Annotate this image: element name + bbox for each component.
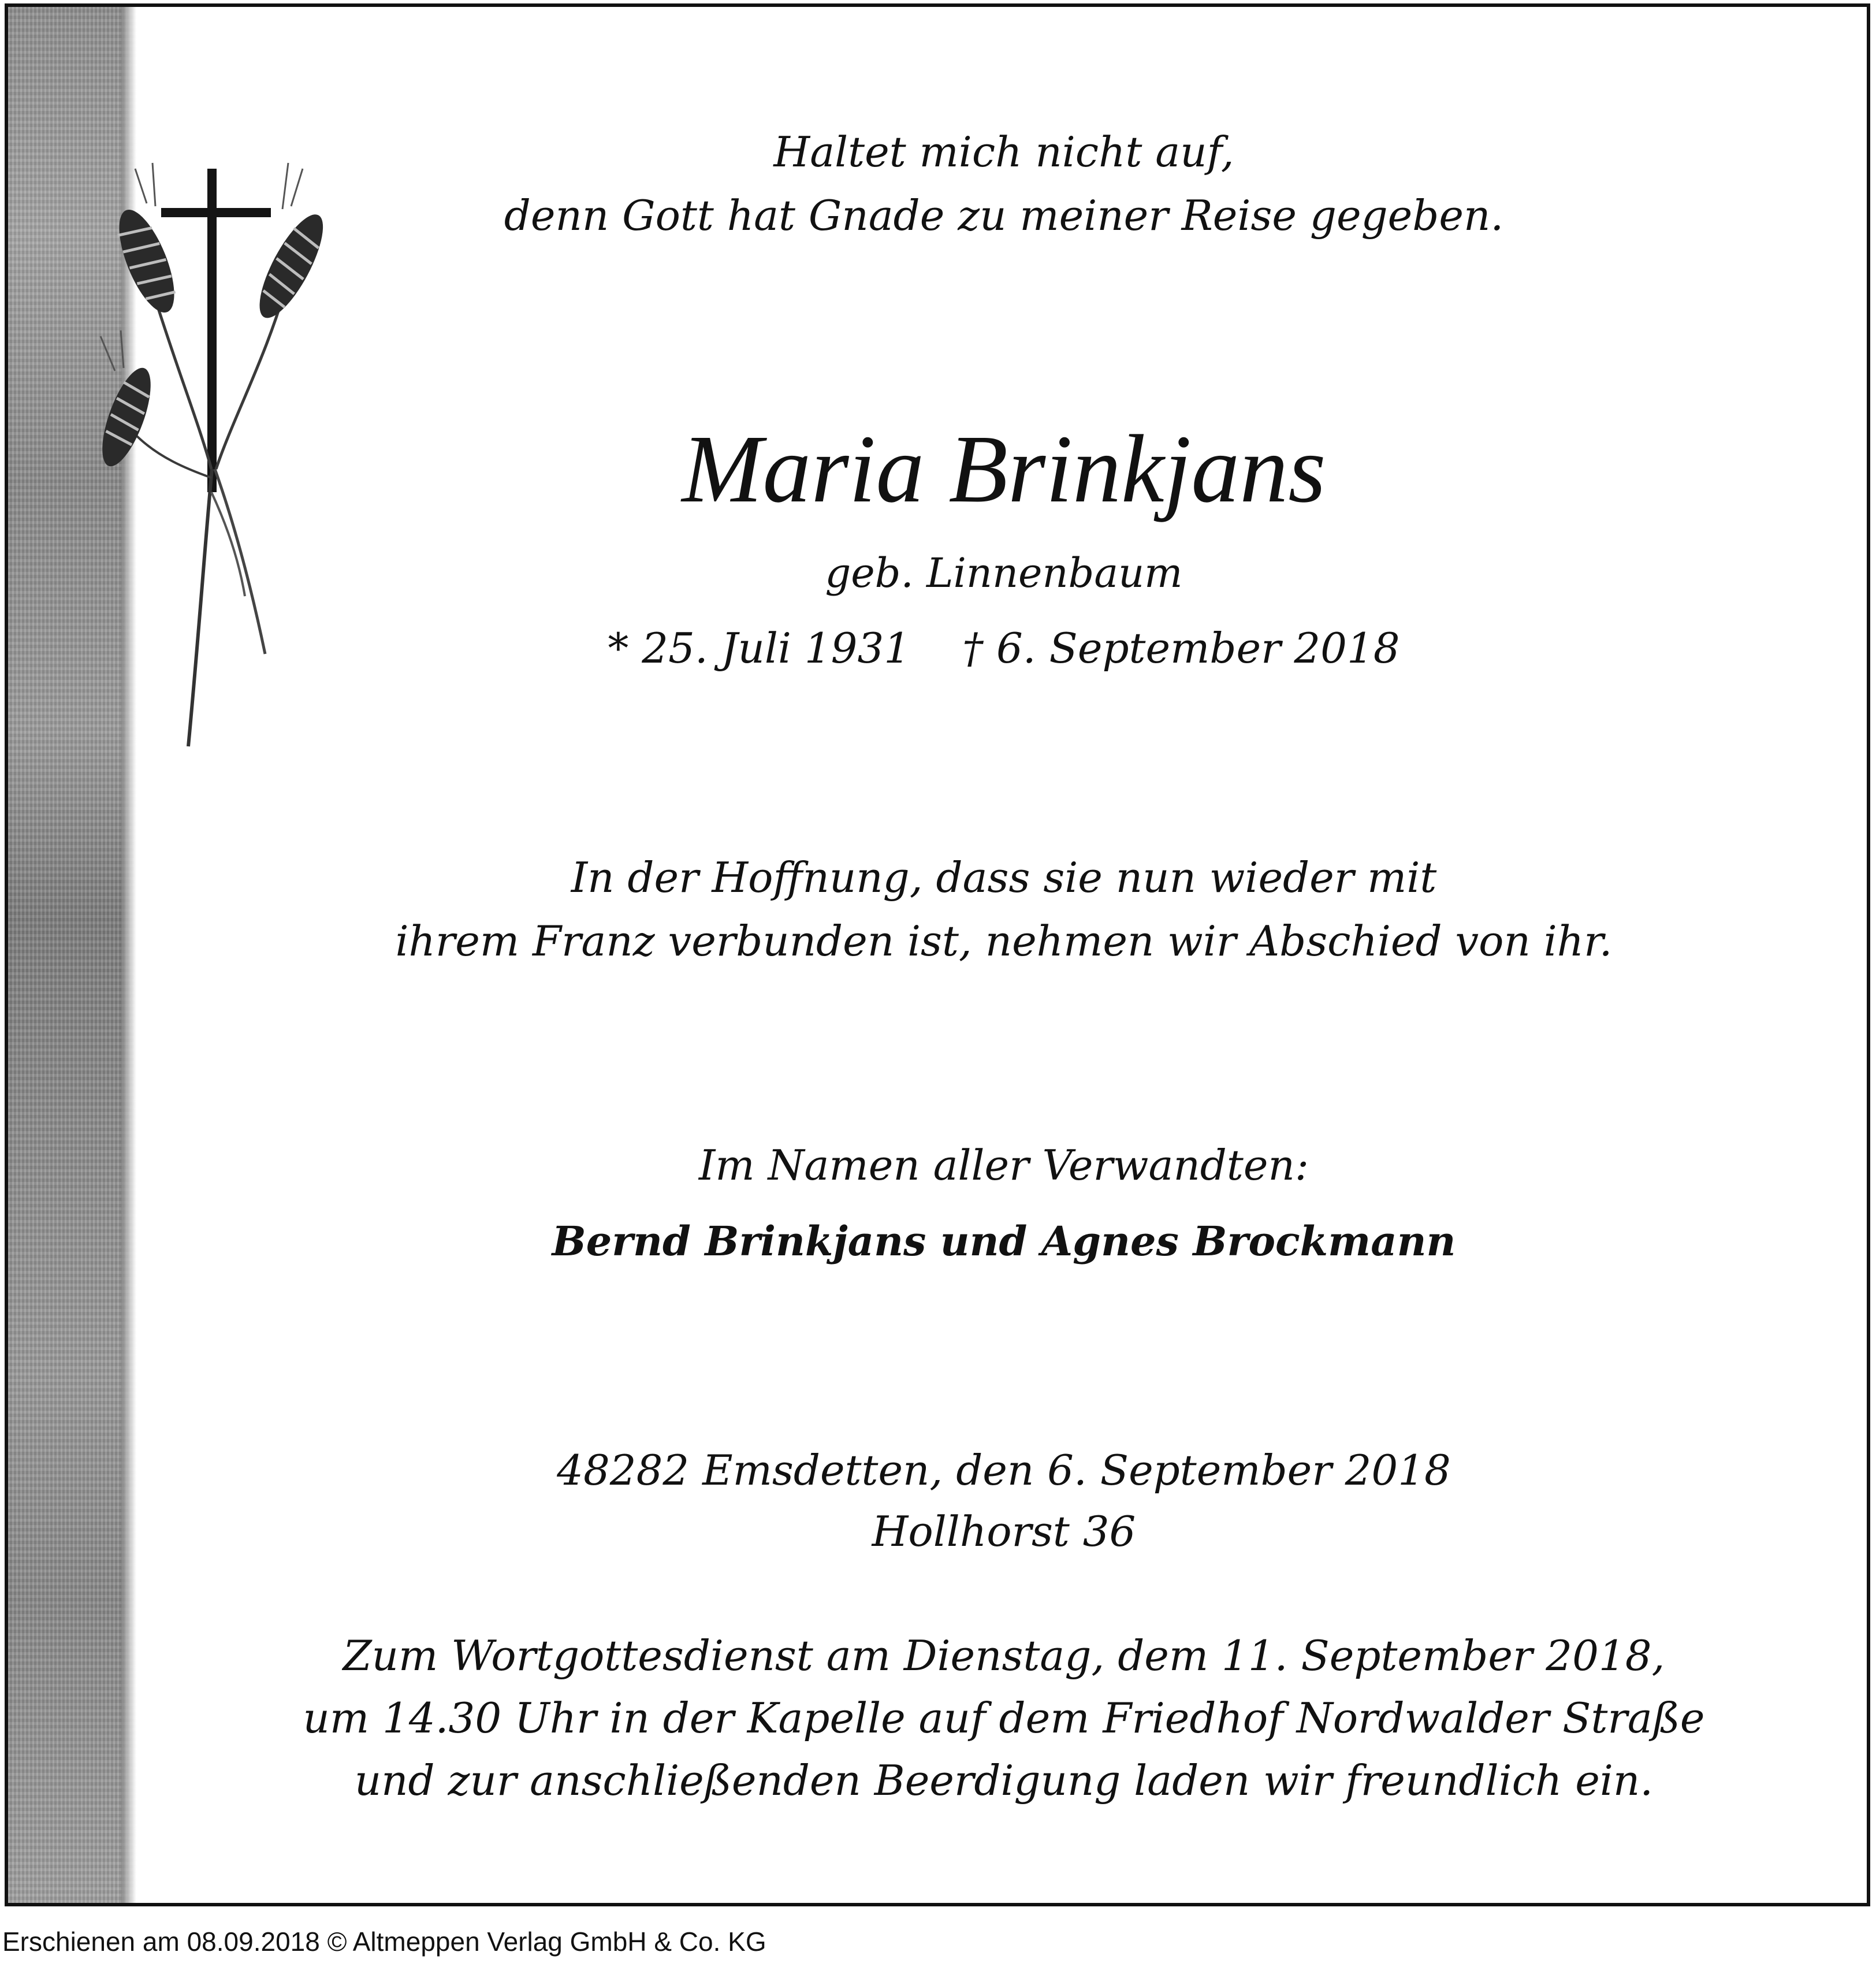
service-line: und zur anschließenden Beerdigung laden wir freundlich ein. xyxy=(354,1756,1654,1805)
service-line: um 14.30 Uhr in der Kapelle auf dem Friedhof Nordwalder Straße xyxy=(303,1694,1705,1742)
motto-line: denn Gott hat Gnade zu meiner Reise gegeben. xyxy=(504,191,1504,240)
maiden-name: geb. Linnenbaum xyxy=(825,549,1183,597)
farewell-text xyxy=(136,846,1870,973)
birth-date: * 25. Juli 1931 xyxy=(608,624,911,672)
publication-footer: Erschienen am 08.09.2018 © Altmeppen Verlag GmbH & Co. KG xyxy=(2,1927,766,1957)
place-date: 48282 Emsdetten, den 6. September 2018 xyxy=(557,1446,1451,1494)
motto-verse xyxy=(136,120,1870,247)
place-and-address xyxy=(136,1440,1870,1562)
obituary-frame xyxy=(5,3,1870,1906)
farewell-line: ihrem Franz verbunden ist, nehmen wir Abschied von ihr. xyxy=(395,917,1613,965)
service-invitation xyxy=(136,1624,1870,1812)
deceased-name: Maria Brinkjans xyxy=(682,415,1326,523)
on-behalf-label: Im Namen aller Verwandten: xyxy=(698,1141,1309,1189)
death-date: † 6. September 2018 xyxy=(962,624,1400,672)
farewell-line: In der Hoffnung, dass sie nun wieder mit xyxy=(571,853,1437,902)
life-dates xyxy=(136,619,1870,677)
street-address: Hollhorst 36 xyxy=(872,1507,1136,1556)
service-line: Zum Wortgottesdienst am Dienstag, dem 11. September 2018, xyxy=(343,1631,1665,1680)
motto-line: Haltet mich nicht auf, xyxy=(773,128,1234,176)
signers-names: Bernd Brinkjans und Agnes Brockmann xyxy=(552,1217,1456,1265)
